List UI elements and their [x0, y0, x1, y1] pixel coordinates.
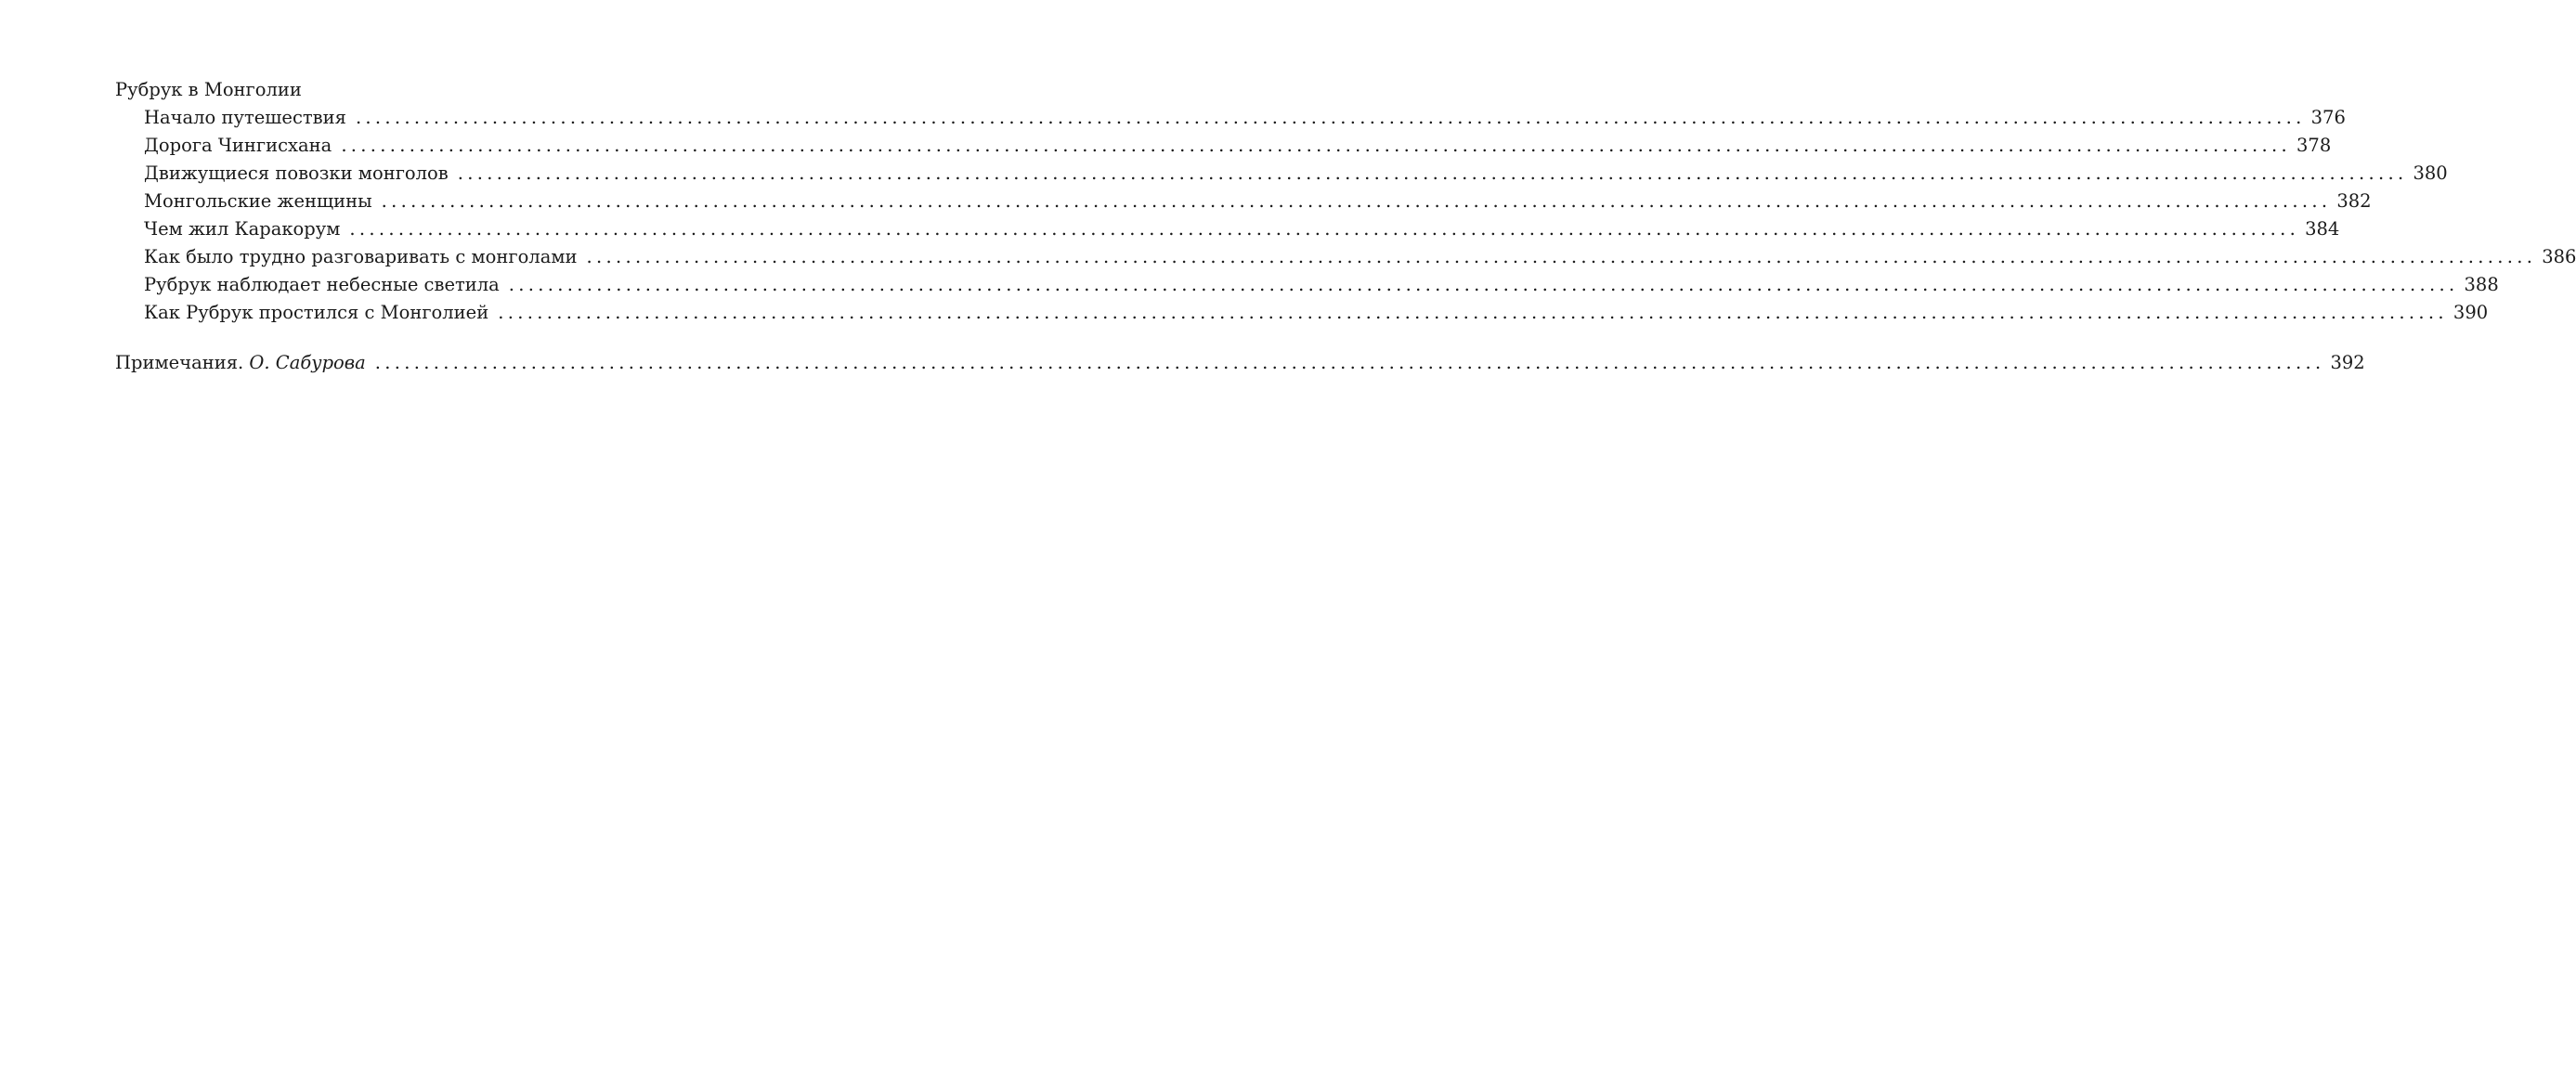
toc-entry-page: 386: [2542, 246, 2576, 267]
dot-leader: ........................................................................................................................................................................................................: [508, 274, 2459, 295]
toc-entry: [115, 104, 2346, 132]
dot-leader: ........................................................................................................................................................................................................: [349, 218, 2300, 240]
toc-entry: [115, 132, 2332, 160]
toc-entry-title: Как было трудно разговаривать с монголами: [144, 246, 578, 267]
toc-entry: [115, 243, 2576, 271]
toc-entry-page: 382: [2336, 190, 2372, 212]
section-heading: Рубрук в Монголии: [115, 79, 302, 100]
toc-entry-page: 378: [2296, 135, 2332, 156]
notes-title: Примечания.: [115, 352, 244, 373]
toc-entry: [115, 215, 2340, 243]
toc-entry-title: Как Рубрук простился с Монголией: [144, 302, 489, 323]
dot-leader: ........................................................................................................................................................................................................: [498, 302, 2448, 323]
toc-entry-page: 380: [2413, 162, 2448, 184]
notes-author: О. Сабурова: [249, 352, 366, 373]
toc-entry: [115, 299, 2489, 327]
toc-entry-title: Движущиеся повозки монголов: [144, 162, 449, 184]
toc-entry: [115, 271, 2499, 299]
dot-leader: ........................................................................................................................................................................................................: [374, 352, 2325, 373]
toc-entry-page: 392: [2330, 352, 2365, 373]
toc-entry-page: 376: [2310, 107, 2346, 128]
dot-leader: ........................................................................................................................................................................................................: [586, 246, 2537, 267]
dot-leader: ........................................................................................................................................................................................................: [341, 135, 2292, 156]
toc-entry-title: Монгольские женщины: [144, 190, 372, 212]
toc-entry-page: 390: [2452, 302, 2489, 323]
toc-entry-title: [115, 349, 366, 377]
toc-entry-title: Начало путешествия: [144, 107, 346, 128]
toc-entry: [115, 160, 2448, 188]
toc-entry: [115, 188, 2372, 215]
toc-entry-title: Дорога Чингисхана: [144, 135, 332, 156]
dot-leader: ........................................................................................................................................................................................................: [381, 190, 2332, 212]
spacer: [115, 327, 654, 349]
table-of-contents: [115, 76, 2576, 377]
toc-entry-title: Чем жил Каракорум: [144, 218, 341, 240]
toc-entry-page: 388: [2464, 274, 2499, 295]
toc-entry-notes: [115, 349, 2365, 377]
toc-entry-page: 384: [2305, 218, 2340, 240]
dot-leader: ........................................................................................................................................................................................................: [457, 162, 2408, 184]
dot-leader: ........................................................................................................................................................................................................: [355, 107, 2306, 128]
toc-entry-title: Рубрук наблюдает небесные светила: [144, 274, 500, 295]
